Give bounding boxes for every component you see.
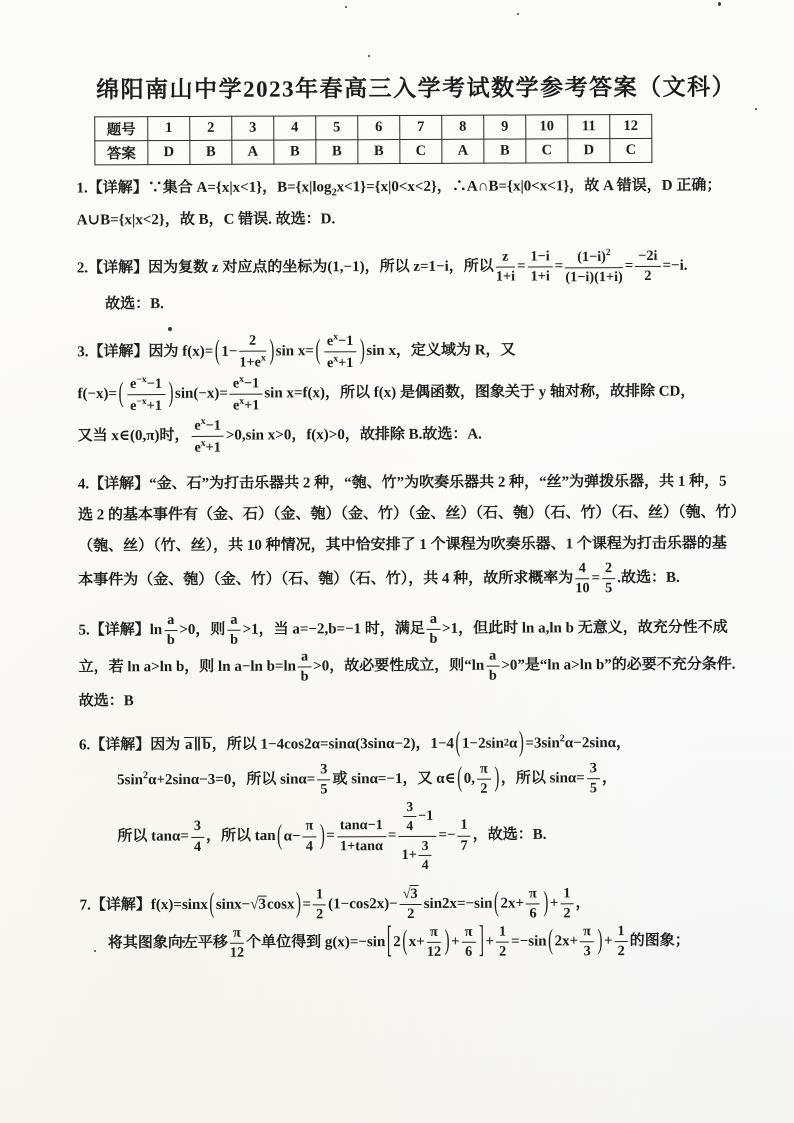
solution-1 — [76, 171, 738, 237]
fraction — [602, 560, 615, 597]
close-bracket: ) — [295, 889, 302, 920]
fraction-numerator: $\frac{3}{4}$ −1 — [398, 799, 436, 837]
superscript: 2 — [503, 737, 510, 749]
fraction — [565, 247, 623, 286]
fraction — [337, 818, 386, 855]
question-number-cell: 7 — [400, 115, 442, 139]
fraction-numerator: π — [427, 924, 441, 943]
fraction-denominator: 4 — [193, 838, 202, 855]
fraction-numerator: π — [477, 761, 491, 780]
solution-line: f(−x)= ( $\frac{e^{-x}-1}{e^{-x}+1}$ ) sin(−x)= $\frac{e^x-1}{e^x+1}$ sin x=f(x)，所以 f(x) 是偶函数，图象关于 y 轴对称，故排除 CD， — [77, 372, 739, 416]
fraction-denominator: b — [230, 631, 239, 648]
answer-cell: B — [190, 140, 232, 164]
fraction-denominator: b — [166, 631, 175, 648]
fraction — [127, 374, 165, 415]
close-bracket: ) — [494, 763, 500, 794]
solution-line: 3.【详解】因为 f(x)= ( 1− $\frac{2}{1+e^x}$ ) sin x= ( $\frac{e^x-1}{e^x+1}$ ) sin x，定义域为 R，又 — [77, 330, 739, 374]
fraction-denominator: 2 — [499, 943, 507, 960]
fraction-denominator: 6 — [529, 905, 537, 922]
close-bracket: ) — [543, 888, 549, 919]
answer-cell: A — [442, 139, 484, 163]
fraction — [164, 612, 177, 649]
fraction — [458, 817, 471, 854]
fraction — [587, 760, 600, 797]
superscript: 2 — [559, 733, 565, 745]
question-number-cell: 11 — [568, 115, 610, 139]
math-group: ( 2x+ $\frac{\pi}{6}$ ) — [492, 885, 550, 922]
answer-cell: C — [400, 139, 442, 163]
superscript: x — [333, 353, 339, 365]
solution-5 — [78, 609, 740, 717]
fraction — [298, 648, 311, 685]
open-bracket: ( — [402, 926, 408, 958]
solution-line: 将其图象向左平移 $\frac{\pi}{12}$ 个单位得到 g(x)=−sin [ 2 ( x+ $\frac{\pi}{12}$ ) + $\frac{\pi}{6}$ ] + $\frac{1}{2}$ =−sin ( 2x+ $\frac{\pi}{3}$ ) + $\frac{1}{2}$ 的图象； — [80, 923, 742, 963]
question-number-cell: 6 — [358, 116, 400, 140]
open-bracket: ( — [457, 763, 463, 794]
fraction — [560, 885, 573, 922]
fraction-numerator: π — [462, 924, 476, 943]
question-number-cell: 5 — [316, 116, 358, 140]
open-bracket: ( — [548, 926, 554, 957]
close-bracket: ) — [359, 335, 365, 367]
fraction-denominator: 10 — [575, 579, 590, 597]
vector-bar: b — [202, 736, 211, 753]
fraction-numerator: $e^x-1$ — [191, 416, 224, 437]
fraction-numerator: π — [302, 818, 316, 837]
solution-4 — [78, 467, 741, 599]
fraction-numerator: tanα−1 — [337, 818, 386, 837]
answer-row-label: 答案 — [95, 141, 148, 165]
fraction-denominator: $e^x+1$ — [326, 353, 354, 372]
open-bracket: [ — [386, 921, 392, 962]
scan-speck — [718, 2, 721, 6]
question-number-cell: 12 — [610, 114, 652, 138]
solution-line: 7.【详解】f(x)=sinx ( sinx− √3 cosx ) = $\frac{1}{2}$ (1−cos2x)− $\frac{√3}{2}$ sin2x=−sin ( 2x+ $\frac{\pi}{6}$ ) + $\frac{1}{2}$ ， — [80, 885, 742, 925]
fraction-denominator: $e^{-x}+1$ — [130, 396, 163, 414]
math-group: ( 1− $\frac{2}{1+e^x}$ ) — [213, 333, 276, 372]
fraction-denominator: 2 — [407, 906, 415, 923]
open-bracket: ( — [493, 888, 500, 919]
fraction-numerator: π — [580, 923, 594, 942]
fraction — [419, 837, 432, 873]
fraction-denominator: 1+i — [530, 268, 550, 285]
fraction-numerator: 3 — [419, 837, 432, 855]
fraction-numerator: z — [496, 248, 515, 267]
solution-line: 4.【详解】“金、石”为打击乐器共 2 种，“匏、竹”为吹奏乐器共 2 种，“丝”为弹拨乐器，共 1 种，5 选 2 的基本事件有（金、石）（金、匏）（金、竹）（金、丝）（石、匏）（石、竹）（石、丝）（匏、竹）（匏、丝）（竹、丝），共 10 种情况，其中恰安排了 1 个课程为吹奏乐器、1 个课程为打击乐器的基本事件为（金、匏）（金、竹）（石、匏）（石、竹），共 4 种，故所求概率为 $\frac{4}{10}$ = $\frac{2}{5}$ .故选：B. — [77, 474, 739, 597]
superscript: −x — [136, 374, 147, 386]
solution-line: $5\sin^2\alpha+2\sin\alpha-3=0$，所以 sinα= $\frac{3}{5}$ 或 sinα=−1，又 α∈ ( 0, $\frac{\pi}{2}$ ) ，所以 sinα= $\frac{3}{5}$ ， — [79, 759, 741, 799]
fraction — [403, 799, 416, 835]
superscript: 2 — [142, 770, 149, 782]
fraction-denominator: 5 — [605, 579, 613, 596]
fraction-denominator: 4 — [406, 818, 414, 834]
fraction-numerator: 1 — [614, 923, 627, 942]
open-bracket: ( — [455, 728, 461, 759]
superscript: x — [200, 437, 206, 449]
math-group: ( x+ $\frac{\pi}{12}$ ) — [401, 924, 451, 961]
fraction — [191, 818, 204, 855]
math-group: ( α− $\frac{\pi}{4}$ ) — [276, 818, 327, 855]
fraction-denominator: 4 — [305, 837, 314, 855]
fraction-denominator: 2 — [644, 267, 652, 284]
fraction — [477, 761, 491, 798]
answer-cell: C — [526, 139, 568, 163]
fraction — [427, 924, 441, 961]
question-number-cell: 1 — [148, 116, 190, 140]
fraction-numerator: π — [526, 885, 540, 904]
fraction-denominator: 5 — [589, 780, 598, 797]
fraction — [575, 560, 589, 597]
solution-line: 6.【详解】因为 a∥b，所以 1−4cos2α=sinα(3sinα−2)，1−4 ( 1−2sin 2 α ) $=3\sin^2\alpha-2\sin\alpha$， — [79, 728, 741, 762]
fraction-numerator — [400, 886, 422, 905]
question-number-cell: 4 — [274, 116, 316, 140]
fraction-denominator: b — [488, 667, 497, 684]
fraction — [230, 925, 244, 962]
fraction-denominator: 5 — [320, 781, 328, 798]
math-group: ( sinx− √3 cosx ) — [208, 890, 303, 921]
question-number-cell: 10 — [526, 115, 568, 139]
question-row-label: 题号 — [95, 117, 148, 141]
fraction — [324, 332, 357, 373]
superscript: x — [260, 352, 266, 364]
fraction-numerator: 3 — [191, 818, 204, 837]
square-root — [403, 886, 419, 902]
fraction-numerator: a — [164, 612, 177, 631]
close-bracket: ) — [444, 926, 450, 958]
fraction-denominator: 1+tanα — [339, 837, 383, 854]
fraction — [191, 416, 224, 457]
solution-6 — [79, 728, 742, 875]
fraction — [302, 818, 316, 855]
open-bracket: ( — [277, 820, 283, 852]
fraction-numerator: −2i — [635, 247, 660, 266]
answer-cell: D — [148, 140, 190, 164]
fraction-numerator: 1 — [313, 886, 326, 905]
fraction-numerator: 3 — [403, 799, 416, 817]
fraction — [462, 924, 476, 961]
open-bracket: ( — [209, 889, 215, 920]
fraction — [580, 923, 594, 960]
fraction-numerator: a — [486, 648, 499, 667]
close-bracket: ) — [597, 926, 603, 957]
fraction-numerator: 3 — [317, 761, 330, 780]
answer-cell: B — [358, 140, 400, 164]
answer-table — [94, 114, 652, 165]
fraction-denominator: $e^x+1$ — [232, 395, 260, 414]
close-bracket: ) — [269, 336, 275, 367]
fraction — [239, 333, 266, 372]
solution-7 — [80, 885, 742, 963]
fraction-numerator: 1 — [496, 924, 509, 943]
question-number-row — [95, 114, 652, 140]
fraction-denominator: 12 — [426, 944, 442, 961]
solution-line: 所以 tanα= $\frac{3}{4}$ ，所以 tan ( α− $\frac{\pi}{4}$ ) = $\frac{\tan\alpha-1}{1+\tan\alpha}$ = $\frac{3}{4}$ −1 1+ $\frac{3}{4}$ =− $\frac{1}{7}$ ，故选：B. — [117, 799, 547, 872]
fraction-denominator: 2 — [480, 780, 488, 797]
fraction-denominator: $1+e^x$ — [239, 352, 266, 371]
fraction — [486, 648, 499, 685]
square-root — [250, 890, 267, 921]
fraction-numerator: 1−i — [527, 248, 552, 267]
fraction-numerator: a — [298, 648, 311, 667]
close-bracket: ) — [319, 820, 325, 851]
question-number-cell: 3 — [232, 116, 274, 140]
solution-3 — [77, 330, 740, 457]
answer-cell: A — [232, 140, 274, 164]
answer-cell: B — [484, 139, 526, 163]
fraction-denominator: (1−i)(1+i) — [565, 268, 623, 285]
fraction-numerator: a — [227, 612, 240, 631]
fraction-denominator: 2 — [617, 943, 625, 960]
fraction-numerator: $(1-i)^2$ — [565, 247, 622, 268]
fraction-numerator: 4 — [575, 560, 589, 579]
fraction — [227, 612, 240, 649]
fraction — [313, 886, 326, 923]
page-title: 绵阳南山中学2023年春高三入学考试数学参考答案（文科） — [96, 74, 737, 103]
solution-line: 5.【详解】ln $\frac{a}{b}$ >0，则 $\frac{a}{b}$ >1，当 a=−2,b=−1 时，满足 $\frac{a}{b}$ >1，但此时 ln a,ln b 无意义，故充分性不成立，若 ln a>ln b，则 ln a−ln b=ln $\frac{a}{b}$ >0，故必要性成立，则“ln $\frac{a}{b}$ >0”是“ln a>ln b”的必要不充分条件.故选：B — [78, 610, 736, 710]
superscript: x — [200, 415, 206, 427]
fraction — [635, 247, 660, 284]
fraction — [398, 799, 436, 873]
answer-cell: B — [316, 140, 358, 164]
radicand: 3 — [410, 885, 418, 903]
close-bracket: ) — [518, 728, 524, 759]
radical-sign: √ — [402, 886, 411, 903]
superscript: x — [239, 395, 245, 407]
fraction-numerator: π — [230, 925, 244, 944]
solutions — [76, 171, 741, 963]
scan-speck — [368, 55, 370, 57]
math-group: [ 2 ( x+ $\frac{\pi}{12}$ ) + $\frac{\pi}{6}$ ] — [385, 924, 485, 962]
fraction-denominator: 4 — [421, 856, 429, 872]
answer-row — [95, 138, 652, 164]
fraction — [496, 248, 515, 285]
question-number-cell: 8 — [442, 115, 484, 139]
fraction-numerator: 2 — [239, 333, 266, 352]
superscript: x — [333, 331, 339, 343]
scan-speck — [345, 6, 347, 8]
open-bracket: ( — [214, 336, 220, 368]
fraction-denominator: b — [300, 668, 309, 685]
superscript: x — [239, 373, 245, 385]
scan-speck — [755, 108, 757, 110]
math-group: ( 0, $\frac{\pi}{2}$ ) — [456, 761, 501, 798]
fraction-numerator: 1 — [560, 885, 573, 904]
solution-line: 故选：B. — [105, 295, 164, 312]
question-number-cell: 2 — [190, 116, 232, 140]
fraction-denominator: 3 — [583, 943, 591, 960]
fraction-denominator: $e^x+1$ — [194, 437, 221, 456]
math-group: ( 2x+ $\frac{\pi}{3}$ ) — [547, 923, 605, 960]
superscript: −x — [136, 396, 147, 408]
math-group: ( 1−2sin 2 α ) — [454, 729, 526, 760]
fraction-denominator: 1+i — [495, 268, 516, 285]
subscript: 2 — [331, 187, 337, 199]
open-bracket: ( — [315, 336, 321, 367]
fraction — [614, 923, 627, 960]
solution-2 — [77, 246, 739, 320]
fraction-denominator: 2 — [563, 905, 571, 922]
answer-cell: B — [274, 140, 316, 164]
close-bracket: ] — [478, 921, 485, 962]
fraction-denominator: b — [429, 630, 438, 647]
answer-cell: D — [568, 139, 610, 163]
fraction-numerator: $e^{-x}-1$ — [127, 374, 165, 395]
fraction-numerator: $e^x-1$ — [324, 332, 357, 353]
fraction-numerator: 3 — [587, 760, 600, 779]
fraction-numerator: $e^x-1$ — [230, 374, 263, 395]
fraction-denominator: 6 — [465, 944, 473, 961]
question-number-cell: 9 — [484, 115, 526, 139]
radical-sign: √ — [250, 896, 259, 913]
vector-bar: a — [184, 736, 193, 753]
fraction — [526, 885, 540, 922]
scan-speck — [517, 13, 519, 15]
document-content — [76, 69, 742, 976]
solution-line: 2.【详解】因为复数 z 对应点的坐标为(1,−1)，所以 z=1−i，所以 $\frac{z}{1+i}$ = $\frac{1-i}{1+i}$ = $\frac{(1-i)^2}{(1-i)(1+i)}$ = $\frac{-2i}{2}$ =−i. — [76, 246, 688, 285]
fraction-numerator: 1 — [458, 817, 471, 836]
open-bracket: ( — [118, 378, 124, 410]
fraction — [230, 374, 263, 415]
fraction-denominator: 12 — [229, 945, 245, 962]
fraction-denominator: 1+ $\frac{3}{4}$ — [398, 836, 436, 873]
answer-cell: C — [610, 138, 652, 162]
math-group — [314, 332, 367, 373]
fraction-denominator: 7 — [460, 837, 468, 854]
solution-line: 1.【详解】∵集合 A={x|x<1}，$B=\{x|\log_2x<1\}=\{x|0<x<2\}$，∴A∩B={x|0<x<1}，故 A 错误，D 正确；A∪B={x|x<2}，故 B，C 错误. 故选：D. — [76, 177, 722, 229]
close-bracket: ) — [168, 378, 174, 409]
radicand: 3 — [258, 896, 266, 913]
fraction — [527, 248, 552, 285]
math-group — [117, 374, 175, 415]
fraction-denominator: 2 — [316, 906, 324, 923]
fraction — [317, 761, 330, 798]
superscript: 2 — [605, 246, 611, 258]
solution-line: 又当 x∈(0,π)时， $\frac{e^x-1}{e^x+1}$ >0,sin x>0，f(x)>0，故排除 B.故选：A. — [77, 415, 482, 456]
fraction-numerator: a — [427, 611, 440, 630]
fraction — [427, 611, 440, 648]
fraction-numerator: 2 — [602, 560, 615, 579]
